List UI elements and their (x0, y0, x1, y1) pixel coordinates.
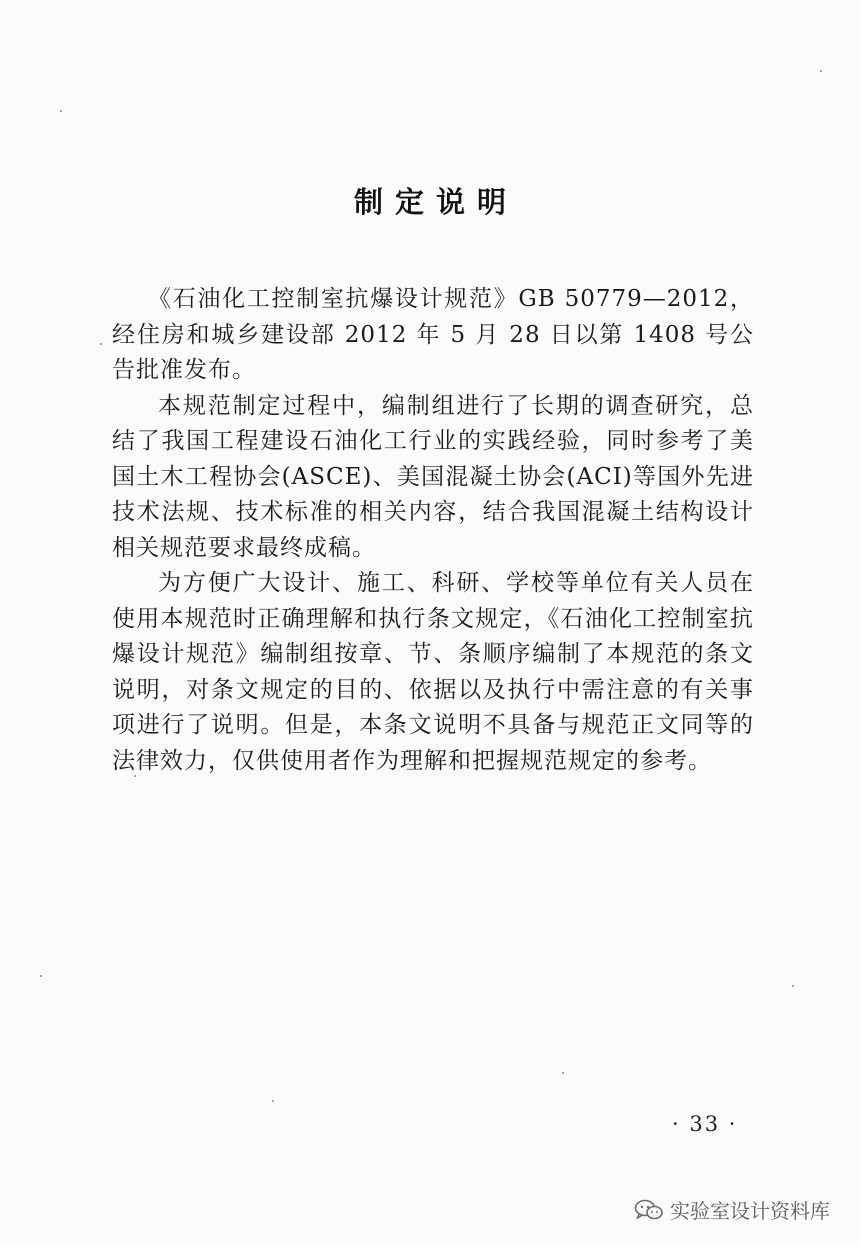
scan-speck (100, 343, 102, 345)
page-title: 制定说明 (353, 185, 518, 219)
watermark (634, 1195, 830, 1224)
scan-speck (60, 110, 62, 112)
wechat-icon (634, 1198, 664, 1222)
scan-speck (272, 1100, 274, 1102)
paragraph-3: 为方便广大设计、施工、科研、学校等单位有关人员在使用本规范时正确理解和执行条文规定，《石油化工控制室抗爆设计规范》编制组按章、节、条顺序编制了本规范的条文说明，对条文规定的目的、依据以及执行中需注意的有关事项进行了说明。但是，本条文说明不具备与规范正文同等的法律效力，仅供使用者作为理解和把握规范规定的参考。 (112, 570, 754, 774)
scan-speck (134, 775, 136, 777)
page-number: · 33 · (672, 1112, 738, 1136)
scan-speck (792, 985, 794, 987)
scan-speck (820, 70, 822, 72)
scan-speck (40, 975, 42, 977)
paragraph-2: 本规范制定过程中，编制组进行了长期的调查研究，总结了我国工程建设石油化工行业的实践经验，同时参考了美国土木工程协会(ASCE)、美国混凝土协会(ACI)等国外先进技术法规、技术标准的相关内容，结合我国混凝土结构设计相关规范要求最终成稿。 (112, 392, 754, 561)
watermark-text: 实验室设计资料库 (670, 1199, 830, 1223)
scan-speck (562, 1072, 564, 1074)
body-text (112, 282, 754, 779)
paragraph-1: 《石油化工控制室抗爆设计规范》GB 50779—2012，经住房和城乡建设部 2012 年 5 月 28 日以第 1408 号公告批准发布。 (112, 286, 754, 383)
